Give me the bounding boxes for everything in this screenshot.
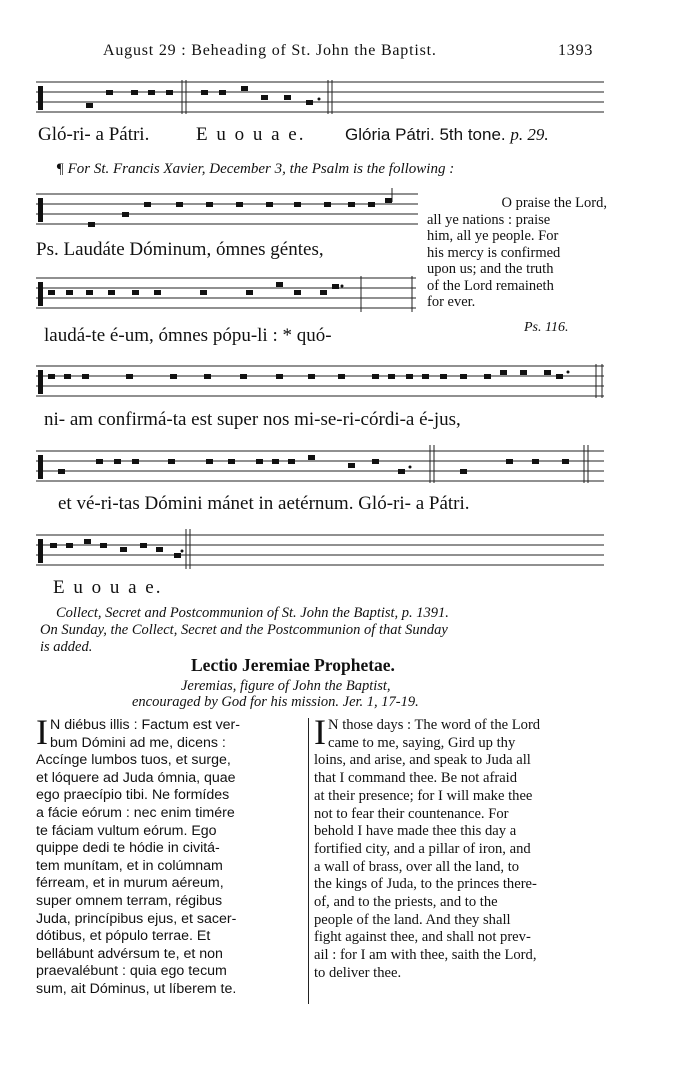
chant-staff-1 — [36, 78, 604, 120]
english-line: the kings of Juda, to the princes there- — [314, 876, 537, 893]
rubric-collect — [40, 605, 449, 656]
rubric-collect-line: On Sunday, the Collect, Secret and the Postcommunion of that Sunday — [40, 622, 448, 638]
english-line: loins, and arise, and speak to Juda all — [314, 752, 531, 769]
running-title: August 29 : Beheading of St. John the Baptist. — [103, 42, 437, 59]
lyric-euouae-2: E u o u a e. — [53, 577, 163, 598]
english-line: ail : for I am with thee, saith the Lord, — [314, 947, 537, 964]
latin-line: dótibus, et pópulo terrae. Et — [36, 928, 211, 945]
english-line: of, and to the priests, and to the — [314, 894, 498, 911]
psalm-line: O praise the Lord, — [501, 195, 607, 211]
english-second-line: came to me, saying, Gird up thy — [328, 734, 516, 751]
psalm-line: of the Lord remaineth — [427, 277, 554, 294]
rubric-collect-line: Collect, Secret and Postcommunion of St. John the Baptist, p. 1391. — [56, 605, 449, 621]
lyric-line-4: ni- am confirmá-ta est super nos mi-se-ri-córdi-a é-jus, — [44, 409, 461, 430]
english-line: to deliver thee. — [314, 964, 402, 981]
gloria-reference — [345, 125, 549, 145]
latin-line: bellábunt advérsum te, et non — [36, 945, 223, 962]
page-number: 1393 — [558, 42, 594, 59]
english-line: not to fear their countenance. For — [314, 805, 509, 822]
latin-line: sum, ait Dóminus, ut líberem te. — [36, 980, 237, 997]
lyric-line-2: Ps. Laudáte Dóminum, ómnes géntes, — [36, 239, 324, 260]
english-line: fight against thee, and shall not prev- — [314, 929, 531, 946]
latin-line: praevalébunt : quia ego tecum — [36, 963, 227, 980]
chant-staff-2 — [36, 186, 418, 232]
latin-line: a fácie eórum : nec enim timére — [36, 804, 235, 821]
latin-first-line: N diébus illis : Factum est ver- — [50, 717, 241, 733]
english-line: people of the land. And they shall — [314, 911, 511, 928]
psalm-line: him, all ye people. For — [427, 228, 559, 244]
chant-staff-6 — [36, 527, 604, 573]
latin-line: te fáciam vultum eórum. Ego — [36, 822, 217, 839]
latin-line: Accínge lumbos tuos, et surge, — [36, 752, 231, 769]
latin-column — [36, 712, 304, 999]
psalm-reference: Ps. 116. — [524, 320, 569, 335]
latin-line: super omnem terram, régibus — [36, 892, 223, 909]
latin-line: ego praecípio tibi. Ne formídes — [36, 787, 230, 804]
lesson-title: Lectio Jeremiae Prophetae. — [191, 655, 395, 675]
gloria-tone: Glória Pátri. 5th tone. — [345, 125, 506, 144]
latin-second-line: bum Dómini ad me, dicens : — [50, 734, 226, 751]
chant-staff-5 — [36, 443, 604, 489]
english-line: at their presence; for I will make thee — [314, 787, 533, 804]
english-column — [314, 712, 606, 983]
latin-line: férream, et in murum aéreum, — [36, 875, 224, 892]
latin-line — [36, 712, 304, 752]
chant-staff-3 — [36, 270, 416, 316]
column-divider — [308, 718, 309, 1004]
latin-line: quippe dedi te hódie in civitá- — [36, 840, 220, 857]
english-line: that I command thee. Be not afraid — [314, 770, 518, 787]
english-line: behold I have made thee this day a — [314, 823, 517, 840]
latin-line: Juda, princípibus ejus, et sacer- — [36, 910, 237, 927]
psalm-line: upon us; and the truth — [427, 261, 554, 277]
latin-line: et lóquere ad Juda ómnia, quae — [36, 769, 236, 786]
english-first-line: N those days : The word of the Lord — [328, 717, 541, 733]
lyric-euouae-1: E u o u a e. — [196, 124, 306, 145]
drop-cap-english: I — [314, 712, 326, 752]
psalm-line: his mercy is confirmed — [427, 244, 561, 261]
psalm-english-text — [427, 195, 607, 311]
lyric-laudate-eum: laudá-te é-um, ómnes pópu-li : * quó- — [44, 325, 332, 346]
psalm-line: all ye nations : praise — [427, 211, 551, 228]
drop-cap-latin: I — [36, 712, 48, 752]
latin-line: tem munítam, et in colúmnam — [36, 857, 223, 874]
lesson-subtitle-1: Jeremias, figure of John the Baptist, — [181, 678, 391, 694]
english-line — [314, 712, 606, 752]
gloria-page-ref: p. 29. — [510, 125, 549, 144]
lesson-subtitle-2: encouraged by God for his mission. Jer. 1, 17-19. — [132, 694, 419, 710]
english-line: a wall of brass, over all the land, to — [314, 858, 520, 875]
lyric-gloria-1: Gló-ri- a Pátri. — [38, 124, 150, 145]
lyric-laudate — [36, 239, 324, 261]
rubric-collect-line: is added. — [40, 639, 93, 655]
english-line: fortified city, and a pillar of iron, and — [314, 840, 531, 857]
rubric-psalm: ¶ For St. Francis Xavier, December 3, the Psalm is the following : — [56, 161, 455, 177]
psalm-line: for ever. — [427, 294, 476, 310]
lyric-line-5: et vé-ri-tas Dómini mánet in aetérnum. Gló-ri- a Pátri. — [58, 493, 470, 514]
chant-staff-4 — [36, 358, 604, 404]
